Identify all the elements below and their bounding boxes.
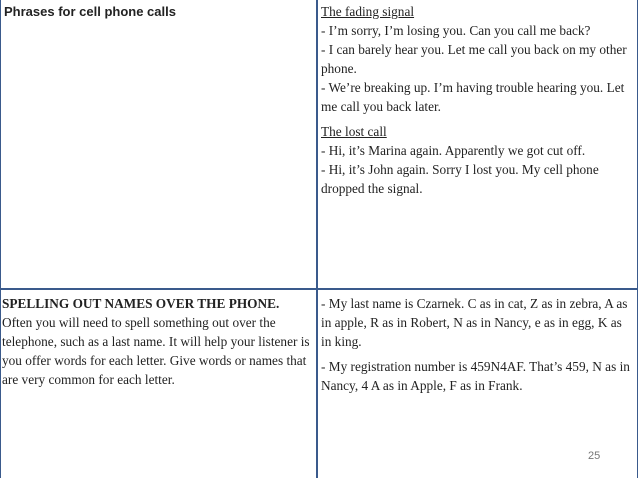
fading-signal-line-1: - I’m sorry, I’m losing you. Can you call me back? <box>321 23 591 38</box>
phrases-heading: Phrases for cell phone calls <box>4 4 176 19</box>
row-divider <box>0 288 638 290</box>
lost-call-line-2: - Hi, it’s John again. Sorry I lost you. My cell phone dropped the signal. <box>321 162 599 196</box>
spelling-example-1: - My last name is Czarnek. C as in cat, Z as in zebra, A as in apple, R as in Robert, N as in Nancy, e as in egg, K as in king. <box>321 296 628 349</box>
cell-phrases-list <box>321 2 633 198</box>
fading-signal-line-3: - We’re breaking up. I’m having trouble hearing you. Let me call you back later. <box>321 80 625 114</box>
spelling-body: Often you will need to spell something out over the telephone, such as a last name. It will help your listener is you offer words for each letter. Give words or names that are very common for each letter. <box>2 315 310 387</box>
column-divider <box>316 0 318 478</box>
lost-call-title: The lost call <box>321 124 387 139</box>
cell-spelling-examples <box>321 294 634 395</box>
spelling-example-2: - My registration number is 459N4AF. That’s 459, N as in Nancy, 4 A as in Apple, F as in Frank. <box>321 359 630 393</box>
cell-spelling-heading <box>2 294 312 389</box>
spelling-heading: SPELLING OUT NAMES OVER THE PHONE. <box>2 296 280 311</box>
table-border-left <box>0 0 1 478</box>
fading-signal-line-2: - I can barely hear you. Let me call you back on my other phone. <box>321 42 627 76</box>
fading-signal-title: The fading signal <box>321 4 415 19</box>
lost-call-line-1: - Hi, it’s Marina again. Apparently we got cut off. <box>321 143 586 158</box>
page-number: 25 <box>588 450 601 462</box>
cell-phrases-heading <box>4 2 310 21</box>
